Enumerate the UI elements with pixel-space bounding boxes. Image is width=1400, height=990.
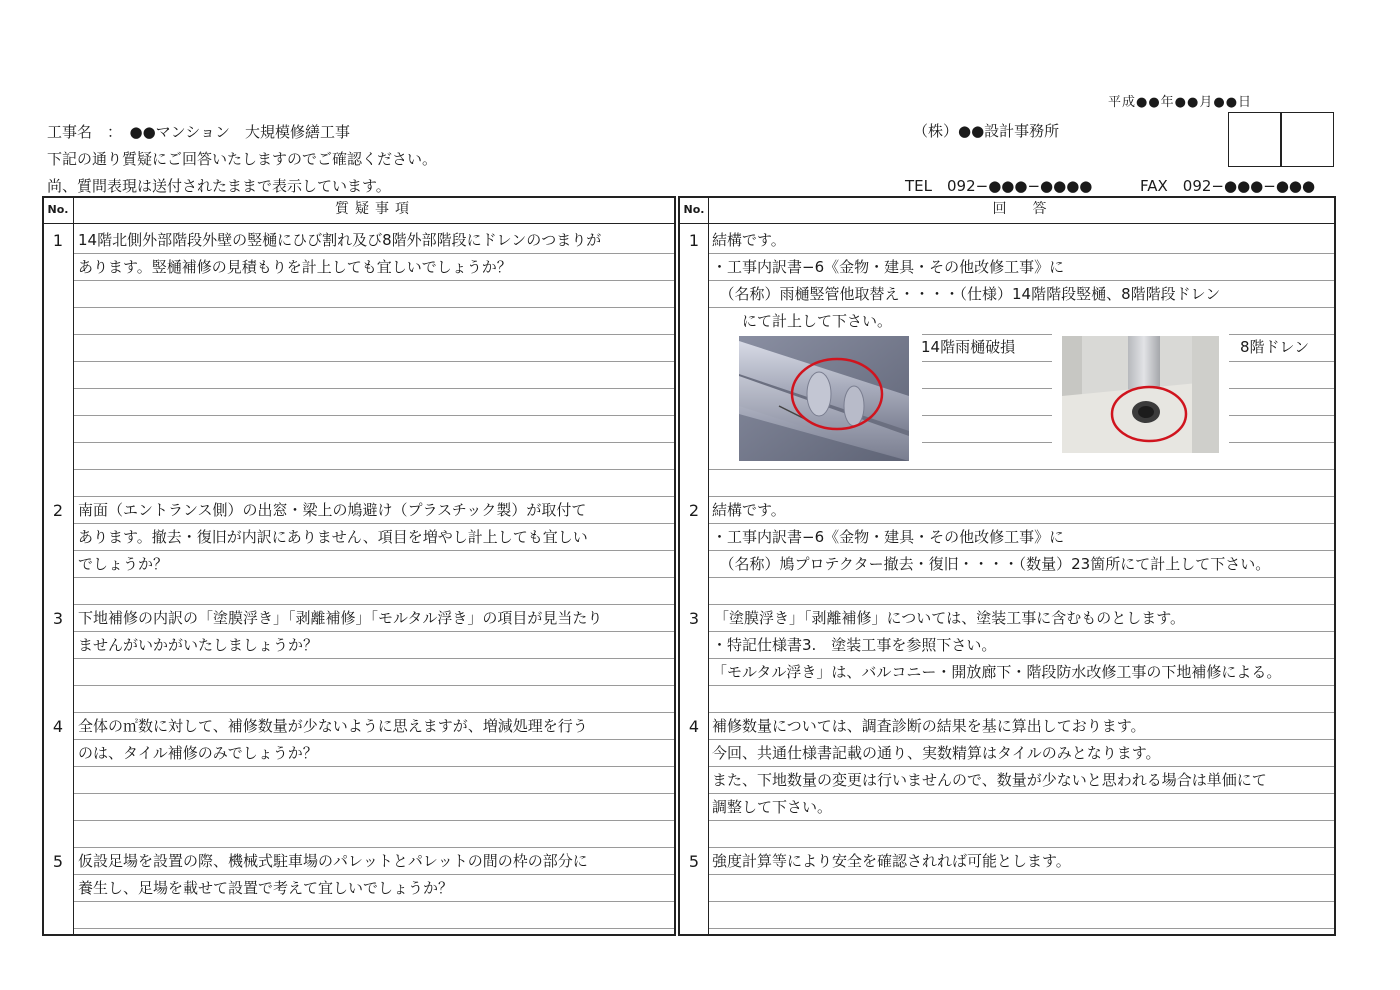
answer-number: 2	[688, 501, 700, 520]
drain-photo	[1062, 336, 1219, 453]
ruled-line	[74, 469, 674, 470]
ruled-line	[1229, 415, 1334, 416]
ruled-line	[74, 307, 674, 308]
answer-line: にて計上して下さい。	[712, 312, 893, 330]
question-line: 下地補修の内訳の「塗膜浮き」「剥離補修」「モルタル浮き」の項目が見当たり	[78, 609, 603, 627]
question-number: 2	[52, 501, 64, 520]
question-line: 仮設足場を設置の際、機械式駐車場のパレットとパレットの間の枠の部分に	[78, 852, 588, 870]
ruled-line	[922, 415, 1052, 416]
question-line: 養生し、足場を載せて設置で考えて宜しいでしょうか？	[78, 879, 454, 897]
question-number: 3	[52, 609, 64, 628]
answer-line: 強度計算等により安全を確認されれば可能とします。	[712, 852, 1071, 870]
question-line: 14階北側外部階段外壁の竪樋にひび割れ及び8階外部階段にドレンのつまりが	[78, 231, 602, 249]
photo-caption: 14階雨樋破損	[917, 336, 1019, 357]
answer-line: また、下地数量の変更は行いませんので、数量が少ないと思われる場合は単価にて	[712, 771, 1267, 789]
gutter-damage-photo	[739, 336, 909, 461]
answer-line: （名称）鳩プロテクター撤去・復旧・・・・（数量）23箇所にて計上して下さい。	[712, 555, 1271, 573]
question-number: 5	[52, 852, 64, 871]
answer-number: 3	[688, 609, 700, 628]
ruled-line	[922, 388, 1052, 389]
question-line: でしょうか？	[78, 555, 169, 573]
question-line: ませんがいかがいたしましょうか？	[78, 636, 319, 654]
answer-line: 結構です。	[712, 231, 786, 249]
approval-stamp-box-1	[1228, 112, 1281, 167]
ruled-line	[74, 442, 674, 443]
qa-sheet	[42, 196, 1336, 936]
answer-line: ・工事内訳書−6《金物・建具・その他改修工事》に	[712, 258, 1065, 276]
intro-line-1: 下記の通り質疑にご回答いたしますのでご確認ください。	[47, 150, 438, 168]
ruled-line	[1229, 334, 1334, 335]
ruled-line	[1229, 442, 1334, 443]
answer-number: 5	[688, 852, 700, 871]
answer-line: 補修数量については、調査診断の結果を基に算出しております。	[712, 717, 1146, 735]
answer-header: 回 答	[992, 201, 1053, 217]
ruled-line	[74, 334, 674, 335]
ruled-line	[709, 496, 1334, 497]
question-line: 全体の㎡数に対して、補修数量が少ないように思えますが、増減処理を行う	[78, 717, 588, 735]
ruled-line	[709, 469, 1334, 470]
ruled-line	[74, 415, 674, 416]
ruled-line	[42, 223, 676, 224]
answer-line: 「モルタル浮き」は、バルコニー・開放廊下・階段防水改修工事の下地補修による。	[712, 663, 1282, 681]
question-header: 質疑事項	[335, 201, 415, 217]
answer-line: （名称）雨樋竪管他取替え・・・・（仕様）14階階段竪樋、8階階段ドレン	[712, 285, 1221, 303]
company-name: （株）●●設計事務所	[913, 122, 1060, 140]
question-number: 4	[52, 717, 64, 736]
intro-line-2: 尚、質問表現は送付されたままで表示しています。	[47, 177, 391, 195]
answer-line: 今回、共通仕様書記載の通り、実数精算はタイルのみとなります。	[712, 744, 1161, 762]
question-number: 1	[52, 231, 64, 250]
ruled-line	[709, 901, 1334, 902]
question-line: あります。竪樋補修の見積もりを計上しても宜しいでしょうか？	[78, 258, 512, 276]
ruled-line	[1229, 388, 1334, 389]
answer-line: ・工事内訳書−6《金物・建具・その他改修工事》に	[712, 528, 1065, 546]
answer-line: ・特記仕様書3. 塗装工事を参照下さい。	[712, 636, 997, 654]
fax-number: FAX 092−●●●−●●●	[1140, 177, 1316, 195]
document-date: 平成●●年●●月●●日	[1108, 95, 1253, 110]
answer-number: 1	[688, 231, 700, 250]
question-no-header: No.	[47, 203, 69, 216]
ruled-line	[74, 793, 674, 794]
answer-line: 結構です。	[712, 501, 786, 519]
answer-no-header: No.	[683, 203, 705, 216]
ruled-line	[922, 442, 1052, 443]
ruled-line	[74, 388, 674, 389]
answer-line: 「塗膜浮き」「剥離補修」については、塗装工事に含むものとします。	[714, 609, 1186, 627]
photo-caption: 8階ドレン	[1236, 336, 1313, 357]
question-line: あります。撤去・復旧が内訳にありません、項目を増やし計上しても宜しい	[78, 528, 588, 546]
answer-number: 4	[688, 717, 700, 736]
ruled-line	[922, 361, 1052, 362]
ruled-line	[709, 928, 1334, 929]
ruled-line	[1229, 361, 1334, 362]
tel-number: TEL 092−●●●−●●●●	[905, 177, 1093, 195]
ruled-line	[74, 685, 674, 686]
project-name: 工事名 ： ●●マンション 大規模修繕工事	[47, 123, 351, 141]
approval-stamp-box-2	[1281, 112, 1334, 167]
ruled-line	[922, 334, 1052, 335]
question-line: のは、タイル補修のみでしょうか？	[78, 744, 318, 762]
ruled-line	[74, 361, 674, 362]
answer-line: 調整して下さい。	[712, 798, 833, 816]
ruled-line	[74, 928, 674, 929]
question-line: 南面（エントランス側）の出窓・梁上の鳩避け（プラスチック製）が取付て	[78, 501, 587, 519]
ruled-line	[74, 820, 674, 821]
ruled-line	[678, 223, 1336, 224]
